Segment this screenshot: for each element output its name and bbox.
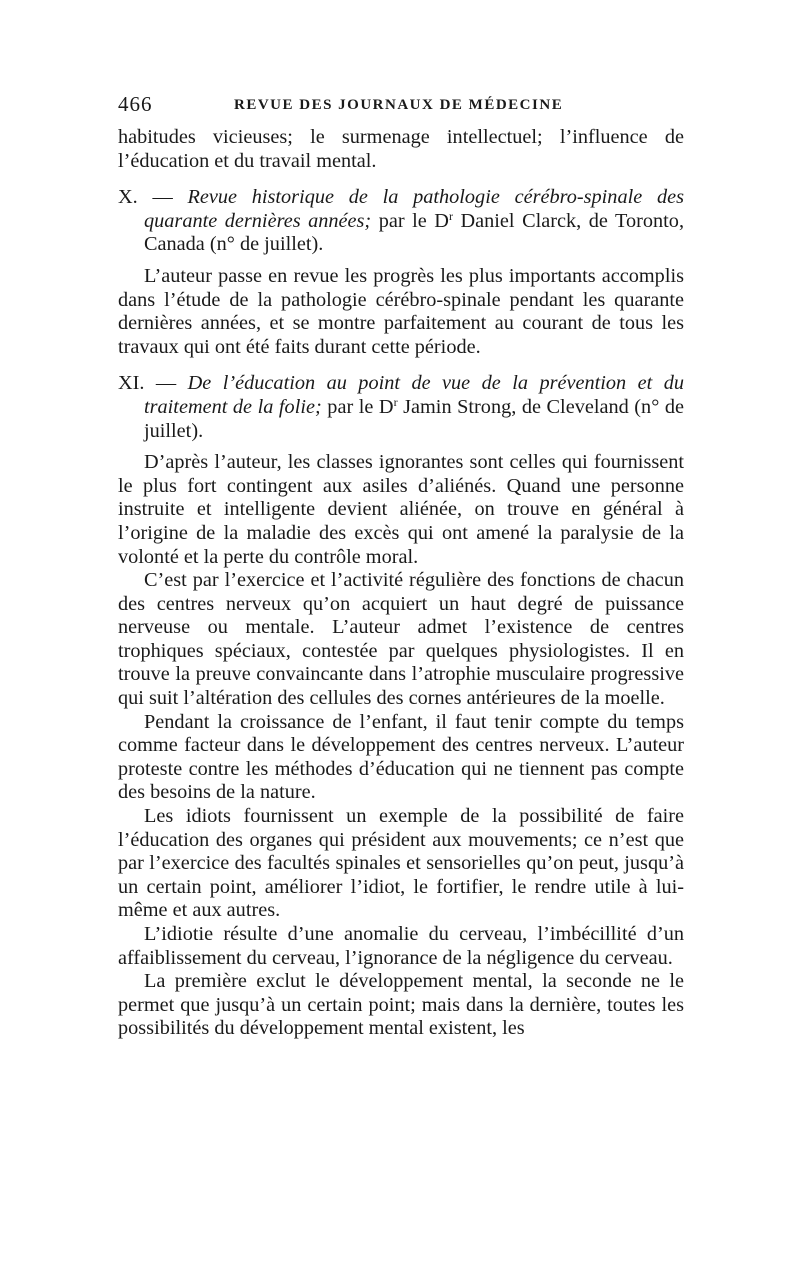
entry-author: Daniel Clarck, de Toronto, Canada (n° de juillet).	[144, 209, 685, 256]
entry-superscript: r	[393, 394, 398, 409]
entry-number: XI. —	[118, 372, 177, 395]
entry-number: X. —	[118, 186, 173, 209]
paragraph: Les idiots fournissent un exemple de la possibilité de faire l’éducation des organes qui président aux mouvements; ce n’est que par l’exercice des facultés spinales et sensorielles qu’on peut, jusqu’à un certain point, améliorer l’idiot, le fortifier, le rendre utile à lui-même et aux autres.	[118, 805, 684, 922]
paragraph: La première exclut le développement mental, la seconde ne le permet que jusqu’à un certain point; mais dans la dernière, toutes les possibilités du développement mental existent, les	[118, 970, 684, 1040]
paragraph: L’auteur passe en revue les progrès les plus importants accomplis dans l’étude de la pathologie cérébro-spinale pendant les quarante dernières années, et se montre parfaitement au courant de tous les travaux qui ont été faits durant cette période.	[118, 264, 684, 358]
page-number: 466	[118, 92, 153, 116]
entry-superscript: r	[448, 208, 453, 223]
entry-xi	[118, 372, 684, 443]
paragraph-continued: habitudes vicieuses; le surmenage intellectuel; l’influence de l’éducation et du travail mental.	[118, 126, 684, 172]
entry-by: par le D	[327, 395, 394, 418]
journal-title: REVUE DES JOURNAUX DE MÉDECINE	[234, 97, 564, 113]
entry-x	[118, 186, 684, 257]
book-page	[118, 92, 684, 1041]
entry-title: Revue historique de la pathologie cérébro-spinale des quarante dernières années;	[144, 186, 684, 232]
entry-title: De l’éducation au point de vue de la prévention et du traitement de la folie;	[144, 372, 684, 418]
paragraph: D’après l’auteur, les classes ignorantes sont celles qui fournissent le plus fort contingent aux asiles d’aliénés. Quand une personne instruite et intelligente devient aliénée, on trouve en général à l’origine de la maladie des excès qui ont amené la paralysie de la volonté et la perte du contrôle moral.	[118, 451, 684, 568]
entry-author: Jamin Strong, de Cleveland (n° de juillet).	[144, 395, 685, 442]
paragraph: C’est par l’exercice et l’activité régulière des fonctions de chacun des centres nerveux qu’on acquiert un haut degré de puissance nerveuse ou mentale. L’auteur admet l’existence de centres trophiques spéciaux, contestée par quelques physiologistes. Il en trouve la preuve convaincante dans l’atrophie musculaire progressive qui suit l’altération des cellules des cornes antérieures de la moelle.	[118, 569, 684, 710]
entry-by: par le D	[378, 209, 449, 232]
running-head	[118, 92, 684, 122]
paragraph: Pendant la croissance de l’enfant, il faut tenir compte du temps comme facteur dans le développement des centres nerveux. L’auteur proteste contre les méthodes d’éducation qui ne tiennent pas compte des besoins de la nature.	[118, 710, 684, 804]
paragraph: L’idiotie résulte d’une anomalie du cerveau, l’imbécillité d’un affaiblissement du cerveau, l’ignorance de la négligence du cerveau.	[118, 923, 684, 969]
